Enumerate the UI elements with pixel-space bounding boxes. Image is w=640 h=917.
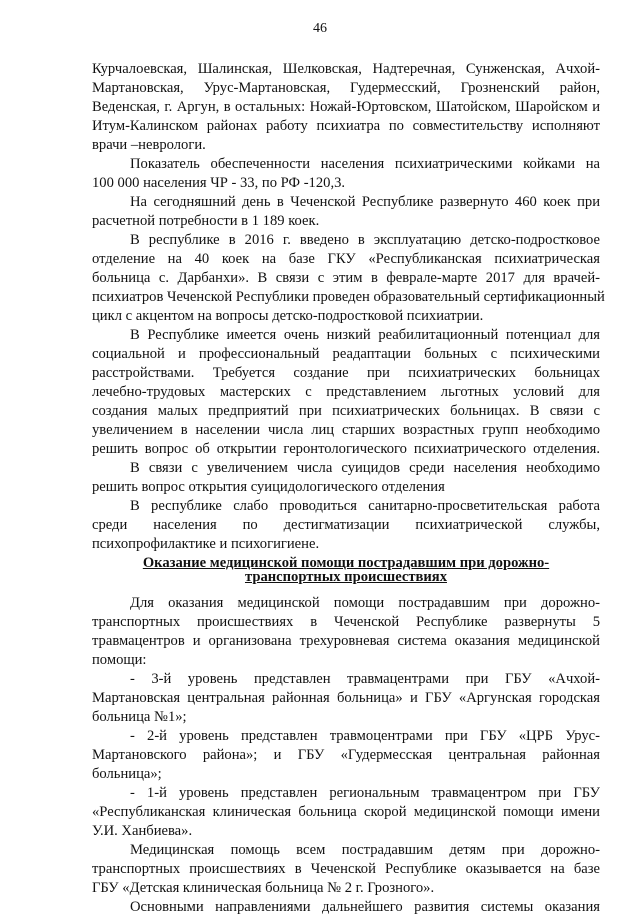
text-line: Показатель обеспеченности населения психиатрическими койками на: [130, 156, 600, 172]
text-line: Веденская, г. Аргун, в остальных: Ножай-Юртовском, Шатойском, Шаройском и: [92, 99, 600, 115]
paragraph-bed-count: [92, 193, 600, 231]
text-line: Основными направлениями дальнейшего развития системы оказания: [130, 899, 600, 915]
text-line: Курчалоевская, Шалинская, Шелковская, Надтеречная, Сунженская, Ачхой-: [92, 61, 600, 77]
text-line: В республике в 2016 г. введено в эксплуатацию детско-подростковое: [130, 232, 600, 248]
text-line: психопрофилактике и психогигиене.: [92, 536, 320, 552]
text-line: среди населения по дестигматизации психиатрической службы,: [92, 517, 600, 533]
list-item-level-1: [92, 784, 600, 841]
text-line: транспортных происшествиях в Чеченской Республике развернуты 5: [92, 614, 600, 630]
heading-line: Оказание медицинской помощи пострадавшим при дорожно-: [142, 555, 550, 571]
text-line: У.И. Ханбиева».: [92, 823, 193, 839]
paragraph-trauma-centers: [92, 594, 600, 670]
text-line: Для оказания медицинской помощи пострадавшим при дорожно-: [130, 595, 600, 611]
text-line: - 1-й уровень представлен региональным травмацентром при ГБУ: [130, 785, 600, 801]
text-line: отделение на 40 коек на базе ГКУ «Республиканская психиатрическая: [92, 251, 600, 267]
text-line: увеличением в населении числа лиц старших возрастных групп необходимо: [92, 422, 600, 438]
text-line: - 2-й уровень представлен травмоцентрами при ГБУ «ЦРБ Урус-: [130, 728, 600, 744]
text-line: расстройствами. Требуется создание при психиатрических больницах: [92, 365, 600, 381]
text-line: В Республике имеется очень низкий реабилитационный потенциал для: [130, 327, 600, 343]
text-line: Итум-Калинском районах работу психиатра по совместительству исполняют: [92, 118, 600, 134]
text-line: решить вопрос открытия суицидологического отделения: [92, 479, 445, 495]
paragraph-bed-ratio: [92, 155, 600, 193]
text-line: врачи –неврологи.: [92, 137, 206, 153]
list-item-level-2: [92, 727, 600, 784]
paragraph-suicide: [92, 459, 600, 497]
paragraph-child-department: [92, 231, 605, 326]
text-line: психиатров Чеченской Республики проведен образовательный сертификационный: [92, 289, 605, 305]
text-line: Мартановская, Урус-Мартановская, Гудермесский, Грозненский район,: [92, 80, 600, 96]
text-line: больница»;: [92, 766, 162, 782]
text-line: 100 000 населения ЧР - 33, по РФ -120,3.: [92, 175, 346, 191]
list-item-level-3: [92, 670, 600, 727]
text-line: - 3-й уровень представлен травмацентрами при ГБУ «Ачхой-: [130, 671, 600, 687]
text-line: расчетной потребности в 1 189 коек.: [92, 213, 320, 229]
paragraph-awareness: [92, 497, 600, 554]
text-line: травмацентров и организована трехуровневая система оказания медицинской: [92, 633, 600, 649]
heading-line: транспортных происшествиях: [244, 569, 447, 585]
text-line: Медицинская помощь всем пострадавшим детям при дорожно-: [130, 842, 600, 858]
paragraph-children-care: [92, 841, 600, 898]
text-line: больница №1»;: [92, 709, 187, 725]
text-line: транспортных происшествиях в Чеченской Республике оказывается на базе: [92, 861, 600, 877]
text-line: ГБУ «Детская клиническая больница № 2 г. Грозного».: [92, 880, 435, 896]
text-line: На сегодняшний день в Чеченской Республике развернуто 460 коек при: [130, 194, 600, 210]
paragraph-main-directions: [92, 898, 600, 917]
page-number: 46: [313, 21, 327, 36]
paragraph-psychiatrist-staffing: [92, 60, 600, 155]
document-body: [92, 60, 605, 917]
text-line: Мартановского района»; и ГБУ «Гудермесская центральная районная: [92, 747, 600, 763]
text-line: «Республиканская клиническая больница скорой медицинской помощи имени: [92, 804, 600, 820]
section-heading: [92, 556, 600, 584]
text-line: Мартановская центральная районная больница» и ГБУ «Аргунская городская: [92, 690, 600, 706]
text-line: больница с. Дарбанхи». В связи с этим в феврале-марте 2017 для врачей-: [92, 270, 600, 286]
paragraph-rehabilitation: [92, 326, 600, 459]
text-line: лечебно-трудовых мастерских с представлением льготных условий для: [92, 384, 600, 400]
text-line: социальной и профессиональный реадаптации больных с психическими: [92, 346, 600, 362]
text-line: В связи с увеличением числа суицидов среди населения необходимо: [130, 460, 600, 476]
text-line: В республике слабо проводиться санитарно-просветительская работа: [130, 498, 600, 514]
text-line: решить вопрос об открытии геронтологического психиатрического отделения.: [92, 441, 600, 457]
text-line: цикл с акцентом на вопросы детско-подростковой психиатрии.: [92, 308, 484, 324]
text-line: помощи:: [92, 652, 147, 668]
text-line: создания малых предприятий при психиатрических больницах. В связи с: [92, 403, 600, 419]
